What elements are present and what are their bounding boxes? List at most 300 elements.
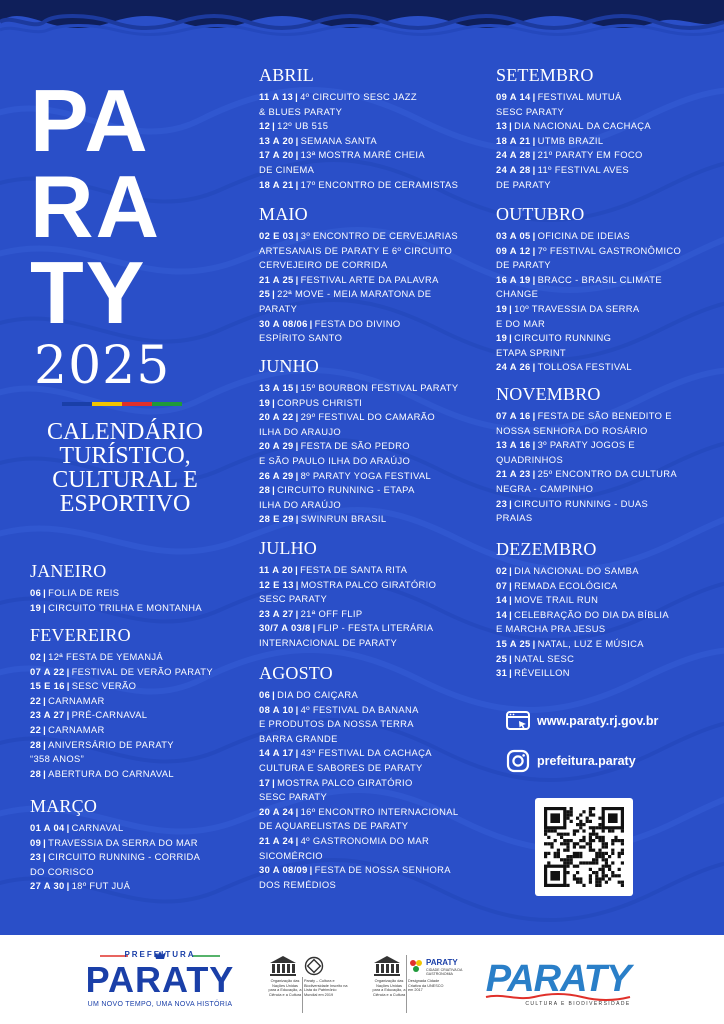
event-name: TOLLOSA FESTIVAL xyxy=(537,361,632,373)
event-date: 24 A 28 xyxy=(496,163,531,175)
event-name: NATAL, LUZ E MÚSICA xyxy=(537,637,644,649)
event-date: 15 E 16 xyxy=(30,680,65,692)
event-separator: | xyxy=(509,302,513,314)
event-name: 4º FESTIVAL DA BANANA xyxy=(300,703,419,715)
event-item xyxy=(30,601,255,616)
event-name: ABERTURA DO CARNAVAL xyxy=(48,767,174,779)
event-separator: | xyxy=(295,149,299,161)
event-item xyxy=(259,134,484,149)
event-name: 25º ENCONTRO DA CULTURA xyxy=(537,468,678,480)
world-heritage-icon xyxy=(304,956,324,976)
instagram-link[interactable] xyxy=(505,746,715,776)
event-name-continued: DE PARATY xyxy=(496,259,551,271)
event-name: CIRCUITO RUNNING - ETAPA xyxy=(277,484,415,496)
month-title: NOVEMBRO xyxy=(496,384,601,404)
event-separator: | xyxy=(272,396,276,408)
event-separator: | xyxy=(532,361,536,373)
event-name: CORPUS CHRISTI xyxy=(277,396,363,408)
month-novembro xyxy=(496,383,721,526)
subtitle-line: CULTURAL E xyxy=(52,467,198,493)
event-separator: | xyxy=(272,689,276,700)
event-separator: | xyxy=(295,230,299,241)
month-dezembro xyxy=(496,538,721,681)
event-date: 06 xyxy=(259,689,271,700)
event-separator: | xyxy=(509,120,513,132)
event-name: REMADA ECOLÓGICA xyxy=(514,579,618,591)
divider xyxy=(302,977,303,1013)
event-separator: | xyxy=(66,880,70,892)
event-date: 23 A 27 xyxy=(259,607,294,619)
event-name: DIA NACIONAL DA CACHAÇA xyxy=(514,120,652,132)
event-item xyxy=(259,483,484,498)
heritage-sub: CULTURA E BIODIVERSIDADE xyxy=(525,1001,631,1007)
event-separator: | xyxy=(532,273,536,285)
unesco-heritage-logo xyxy=(268,955,348,1015)
event-name-continued: BARRA GRANDE xyxy=(259,732,338,744)
event-separator: | xyxy=(295,440,299,452)
event-date: 07 A 22 xyxy=(30,665,65,677)
month-title: JANEIRO xyxy=(30,561,107,581)
event-item xyxy=(496,331,721,346)
event-separator: | xyxy=(295,805,299,817)
unesco-temple-icon xyxy=(268,955,298,977)
event-separator: | xyxy=(309,864,313,876)
event-name-continued: ETAPA SPRINT xyxy=(496,346,567,358)
event-separator: | xyxy=(43,767,47,779)
event-item xyxy=(30,708,255,723)
event-name: CARNAMAR xyxy=(48,723,105,735)
month-title: MARÇO xyxy=(30,796,98,816)
event-date: 13 xyxy=(496,120,508,132)
event-date: 28 xyxy=(259,484,271,496)
event-separator: | xyxy=(66,680,70,692)
month-title: JUNHO xyxy=(259,356,320,376)
event-date: 07 xyxy=(496,579,508,591)
event-item xyxy=(496,637,721,652)
event-item xyxy=(30,694,255,709)
event-separator: | xyxy=(295,578,299,590)
subtitle-line: ESPORTIVO xyxy=(59,491,191,517)
event-item xyxy=(496,497,721,512)
event-item xyxy=(30,586,255,601)
event-date: 17 A 20 xyxy=(259,149,294,161)
event-name-continued: DE AQUARELISTAS DE PARATY xyxy=(259,820,409,832)
event-item xyxy=(259,439,484,454)
month-abril xyxy=(259,64,484,192)
event-date: 27 A 30 xyxy=(30,880,65,892)
event-date: 28 xyxy=(30,767,42,779)
event-separator: | xyxy=(532,410,536,421)
event-name: UTMB BRAZIL xyxy=(537,134,604,146)
event-separator: | xyxy=(509,667,513,679)
heritage-wordmark-logo xyxy=(482,959,634,1009)
event-name: ANIVERSÁRIO DE PARATY xyxy=(48,738,174,750)
event-name-continued: E SÃO PAULO ILHA DO ARAÚJO xyxy=(259,454,411,466)
event-date: 08 A 10 xyxy=(259,703,294,715)
event-name: 43º FESTIVAL DA CACHAÇA xyxy=(300,747,432,759)
event-name: DIA NACIONAL DO SAMBA xyxy=(514,565,639,576)
prefeitura-name: PARATY xyxy=(85,959,235,1000)
event-item xyxy=(496,163,721,178)
event-date: 28 xyxy=(30,738,42,750)
event-item xyxy=(259,607,484,622)
month-junho xyxy=(259,355,484,527)
event-name: TRAVESSIA DA SERRA DO MAR xyxy=(48,836,198,848)
event-item xyxy=(259,119,484,134)
event-date: 15 A 25 xyxy=(496,637,531,649)
event-item xyxy=(496,148,721,163)
event-separator: | xyxy=(43,651,47,662)
heritage-wordmark: PARATY xyxy=(485,958,631,1000)
event-name: FLIP - FESTA LITERÁRIA xyxy=(317,622,434,634)
event-separator: | xyxy=(66,665,70,677)
event-separator: | xyxy=(272,776,276,788)
event-name: SESC VERÃO xyxy=(71,680,137,692)
event-item xyxy=(496,229,721,244)
event-item xyxy=(259,688,484,703)
event-name-continued: INTERNACIONAL DE PARATY xyxy=(259,636,398,648)
event-separator: | xyxy=(43,601,47,613)
event-date: 19 xyxy=(496,302,508,314)
event-name-continued: SESC PARATY xyxy=(259,791,328,803)
event-date: 03 A 05 xyxy=(496,230,531,241)
event-name: 17º ENCONTRO DE CERAMISTAS xyxy=(300,178,459,190)
event-item xyxy=(496,467,721,482)
event-name: CIRCUITO RUNNING - DUAS xyxy=(514,497,649,509)
event-date: 11 A 20 xyxy=(259,564,294,575)
event-item xyxy=(259,469,484,484)
month-janeiro xyxy=(30,560,255,615)
event-item xyxy=(496,593,721,608)
event-item xyxy=(496,579,721,594)
event-name: CELEBRAÇÃO DO DIA DA BÍBLIA xyxy=(514,608,669,620)
subtitle-line: TURÍSTICO, xyxy=(59,443,191,469)
event-separator: | xyxy=(509,332,513,344)
event-name-continued: NOSSA SENHORA DO ROSÁRIO xyxy=(496,424,648,436)
month-fevereiro xyxy=(30,624,255,781)
event-date: 24 A 28 xyxy=(496,149,531,161)
event-date: 22 xyxy=(30,723,42,735)
event-date: 20 A 22 xyxy=(259,411,294,423)
event-separator: | xyxy=(532,149,536,161)
event-separator: | xyxy=(295,134,299,146)
website-link[interactable] xyxy=(505,706,715,736)
event-date: 21 A 23 xyxy=(496,468,531,480)
event-date: 13 A 16 xyxy=(496,439,531,451)
event-item xyxy=(496,360,721,375)
event-separator: | xyxy=(509,594,513,606)
month-title: MAIO xyxy=(259,204,308,224)
event-name-continued: DO CORISCO xyxy=(30,865,94,877)
month-julho xyxy=(259,537,484,651)
event-name-continued: CHANGE xyxy=(496,288,539,300)
event-date: 01 A 04 xyxy=(30,822,65,833)
creative-city-sub: CIDADE CRIATIVA DA GASTRONOMIA xyxy=(426,968,463,977)
event-separator: | xyxy=(43,738,47,750)
event-separator: | xyxy=(532,637,536,649)
event-item xyxy=(30,650,255,665)
event-separator: | xyxy=(532,230,536,241)
event-name: FESTA DO DIVINO xyxy=(314,317,401,329)
event-date: 16 A 19 xyxy=(496,273,531,285)
event-date: 02 xyxy=(30,651,42,662)
event-separator: | xyxy=(295,834,299,846)
event-separator: | xyxy=(295,607,299,619)
event-item xyxy=(30,767,255,782)
event-name-continued: E MARCHA PRA JESUS xyxy=(496,623,606,635)
event-name: FESTIVAL ARTE DA PALAVRA xyxy=(300,273,439,285)
event-date: 02 xyxy=(496,565,508,576)
subtitle xyxy=(30,420,220,516)
footer xyxy=(0,935,724,1024)
event-name: CARNAVAL xyxy=(71,822,124,833)
event-date: 09 A 12 xyxy=(496,244,531,256)
event-item xyxy=(496,302,721,317)
event-name: FESTIVAL DE VERÃO PARATY xyxy=(71,665,213,677)
event-item xyxy=(259,317,484,332)
event-name: 15º BOURBON FESTIVAL PARATY xyxy=(300,382,459,393)
event-name: FOLIA DE REIS xyxy=(48,587,120,598)
event-name: CARNAMAR xyxy=(48,694,105,706)
brand-line-1: PA xyxy=(30,71,150,170)
event-date: 14 A 17 xyxy=(259,747,294,759)
unesco-creative-city-logo xyxy=(372,955,468,1015)
flag-stripe-blue xyxy=(62,402,92,406)
event-item xyxy=(259,621,484,636)
event-item xyxy=(30,738,255,753)
event-date: 19 xyxy=(259,396,271,408)
event-item xyxy=(259,273,484,288)
event-date: 25 xyxy=(259,288,271,300)
event-date: 14 xyxy=(496,594,508,606)
month-marco xyxy=(30,795,255,894)
event-separator: | xyxy=(272,288,276,300)
contacts xyxy=(505,706,715,786)
event-date: 21 A 24 xyxy=(259,834,294,846)
event-name: BRACC - BRASIL CLIMATE xyxy=(537,273,662,285)
event-separator: | xyxy=(509,579,513,591)
event-date: 13 A 20 xyxy=(259,134,294,146)
event-separator: | xyxy=(295,178,299,190)
heritage-inscription-text: Paraty – Cultura e Biodiversidade Inscrito na Lista do Patrimônio Mundial em 2019 xyxy=(304,979,348,997)
flag-stripe-green xyxy=(152,402,182,406)
event-item xyxy=(259,805,484,820)
event-name-continued: SICOMÉRCIO xyxy=(259,849,323,861)
website-text[interactable]: www.paraty.rj.gov.br xyxy=(537,714,659,728)
flag-color-bar xyxy=(62,402,182,406)
event-name: FESTA DE SANTA RITA xyxy=(300,564,408,575)
event-name: FESTA DE SÃO PEDRO xyxy=(300,440,410,452)
brand-line-2: RA xyxy=(30,157,162,256)
qr-code[interactable] xyxy=(535,798,633,896)
event-name-continued: SESC PARATY xyxy=(496,105,565,117)
event-separator: | xyxy=(43,723,47,735)
event-name: 3º ENCONTRO DE CERVEJARIAS xyxy=(300,230,458,241)
event-date: 13 A 15 xyxy=(259,382,294,393)
event-date: 18 A 21 xyxy=(259,178,294,190)
event-item xyxy=(259,512,484,527)
event-name-continued: PRAIAS xyxy=(496,512,533,524)
top-waves xyxy=(0,0,724,40)
month-maio xyxy=(259,203,484,346)
creative-city-icon xyxy=(408,958,424,974)
event-name-continued: NEGRA - CAMPINHO xyxy=(496,482,594,494)
event-item xyxy=(496,90,721,105)
browser-icon xyxy=(505,708,531,734)
event-date: 20 A 29 xyxy=(259,440,294,452)
event-item xyxy=(30,821,255,836)
event-name: 13ª MOSTRA MARÉ CHEIA xyxy=(300,149,425,161)
event-date: 17 xyxy=(259,776,271,788)
instagram-text[interactable]: prefeitura.paraty xyxy=(537,754,636,768)
event-item xyxy=(496,666,721,681)
event-name-continued: ARTESANAIS DE PARATY E 6º CIRCUITO xyxy=(259,244,453,256)
event-name: MOSTRA PALCO GIRATÓRIO xyxy=(300,578,437,590)
event-separator: | xyxy=(295,747,299,759)
event-item xyxy=(259,863,484,878)
event-item xyxy=(496,608,721,623)
event-name-continued: E DO MAR xyxy=(496,317,546,329)
event-name: 16º ENCONTRO INTERNACIONAL xyxy=(300,805,459,817)
event-name-continued: & BLUES PARATY xyxy=(259,105,343,117)
event-name: 29º FESTIVAL DO CAMARÃO xyxy=(300,411,435,423)
event-separator: | xyxy=(272,120,276,132)
event-name: SWINRUN BRASIL xyxy=(300,513,387,525)
event-name: MOVE TRAIL RUN xyxy=(514,594,599,606)
event-separator: | xyxy=(43,587,47,598)
event-name: 7º FESTIVAL GASTRONÔMICO xyxy=(537,244,682,256)
event-separator: | xyxy=(532,439,536,451)
event-separator: | xyxy=(295,703,299,715)
event-name-continued: E PRODUTOS DA NOSSA TERRA xyxy=(259,718,414,730)
event-item xyxy=(30,723,255,738)
event-name: 4º CIRCUITO SESC JAZZ xyxy=(300,91,417,102)
event-separator: | xyxy=(509,608,513,620)
event-separator: | xyxy=(509,652,513,664)
event-separator: | xyxy=(532,244,536,256)
event-item xyxy=(259,410,484,425)
event-item xyxy=(259,703,484,718)
event-name-continued: SESC PARATY xyxy=(259,593,328,605)
event-separator: | xyxy=(312,622,316,634)
event-date: 18 A 21 xyxy=(496,134,531,146)
event-item xyxy=(259,746,484,761)
brand-line-3: TY xyxy=(30,243,147,342)
event-name: NATAL SESC xyxy=(514,652,575,664)
event-separator: | xyxy=(272,484,276,496)
event-item xyxy=(496,438,721,453)
prefeitura-slogan: UM NOVO TEMPO, UMA NOVA HISTÓRIA xyxy=(87,1001,233,1008)
event-date: 06 xyxy=(30,587,42,598)
event-name-continued: DE PARATY xyxy=(496,178,551,190)
event-name: 21ª OFF FLIP xyxy=(300,607,363,619)
event-separator: | xyxy=(509,497,513,509)
event-date: 11 A 13 xyxy=(259,91,294,102)
event-name-continued: CULTURA E SABORES DE PARATY xyxy=(259,761,423,773)
event-name: FESTA DE SÃO BENEDITO E xyxy=(537,410,672,421)
event-name-continued: DE CINEMA xyxy=(259,163,315,175)
title-block xyxy=(30,71,230,517)
event-date: 12 E 13 xyxy=(259,578,294,590)
event-date: 12 xyxy=(259,120,271,132)
event-item xyxy=(496,564,721,579)
event-date: 14 xyxy=(496,608,508,620)
event-separator: | xyxy=(509,565,513,576)
event-item xyxy=(259,563,484,578)
event-item xyxy=(259,776,484,791)
unesco-org-text: Organização das Nações Unidas para a Educação, a Ciência e a Cultura xyxy=(372,979,406,997)
event-separator: | xyxy=(295,469,299,481)
month-title: JULHO xyxy=(259,538,317,558)
event-date: 23 A 27 xyxy=(30,709,65,721)
event-name: 21º PARATY EM FOCO xyxy=(537,149,643,161)
event-item xyxy=(496,134,721,149)
flag-stripe-yellow xyxy=(92,402,122,406)
event-item xyxy=(259,834,484,849)
month-title: OUTUBRO xyxy=(496,204,585,224)
month-agosto xyxy=(259,662,484,892)
event-name: FESTA DE NOSSA SENHORA xyxy=(314,864,451,876)
event-date: 09 xyxy=(30,836,42,848)
event-item xyxy=(259,178,484,193)
event-name: CIRCUITO RUNNING - CORRIDA xyxy=(48,851,201,863)
event-date: 26 A 29 xyxy=(259,469,294,481)
event-name: 18º FUT JUÁ xyxy=(71,880,131,892)
event-name-continued: QUADRINHOS xyxy=(496,453,564,465)
event-item xyxy=(259,578,484,593)
event-item xyxy=(30,879,255,894)
event-name: 10º TRAVESSIA DA SERRA xyxy=(514,302,640,314)
event-item xyxy=(496,244,721,259)
event-item xyxy=(30,679,255,694)
event-date: 30 A 08/06 xyxy=(259,317,308,329)
event-name-continued: ILHA DO ARAUJO xyxy=(259,425,342,437)
event-separator: | xyxy=(43,851,47,863)
event-date: 07 A 16 xyxy=(496,410,531,421)
event-separator: | xyxy=(295,273,299,285)
month-title: AGOSTO xyxy=(259,663,333,683)
event-date: 02 E 03 xyxy=(259,230,294,241)
event-name: 3º PARATY JOGOS E xyxy=(537,439,635,451)
prefeitura-logo xyxy=(80,949,240,1015)
creative-city-name: PARATY xyxy=(426,958,458,967)
event-separator: | xyxy=(295,411,299,423)
event-name: SEMANA SANTA xyxy=(300,134,378,146)
event-name-continued: DOS REMÉDIOS xyxy=(259,878,337,890)
event-name-continued: ILHA DO ARAÚJO xyxy=(259,498,342,510)
event-date: 19 xyxy=(30,601,42,613)
event-separator: | xyxy=(309,317,313,329)
event-name: 22ª MOVE - MEIA MARATONA DE xyxy=(277,288,432,300)
event-name-continued: “358 ANOS” xyxy=(30,753,85,765)
event-item xyxy=(259,287,484,302)
event-item xyxy=(496,409,721,424)
event-date: 24 A 26 xyxy=(496,361,531,373)
event-date: 23 xyxy=(496,497,508,509)
event-item xyxy=(259,148,484,163)
event-separator: | xyxy=(295,513,299,525)
month-title: ABRIL xyxy=(259,65,314,85)
event-date: 22 xyxy=(30,694,42,706)
event-name: CIRCUITO TRILHA E MONTANHA xyxy=(48,601,203,613)
event-separator: | xyxy=(295,564,299,575)
event-item xyxy=(259,381,484,396)
event-item xyxy=(30,850,255,865)
event-name: OFICINA DE IDEIAS xyxy=(537,230,631,241)
event-item xyxy=(259,396,484,411)
event-name-continued: CERVEJEIRO DE CORRIDA xyxy=(259,259,388,271)
flag-stripe-red xyxy=(122,402,152,406)
